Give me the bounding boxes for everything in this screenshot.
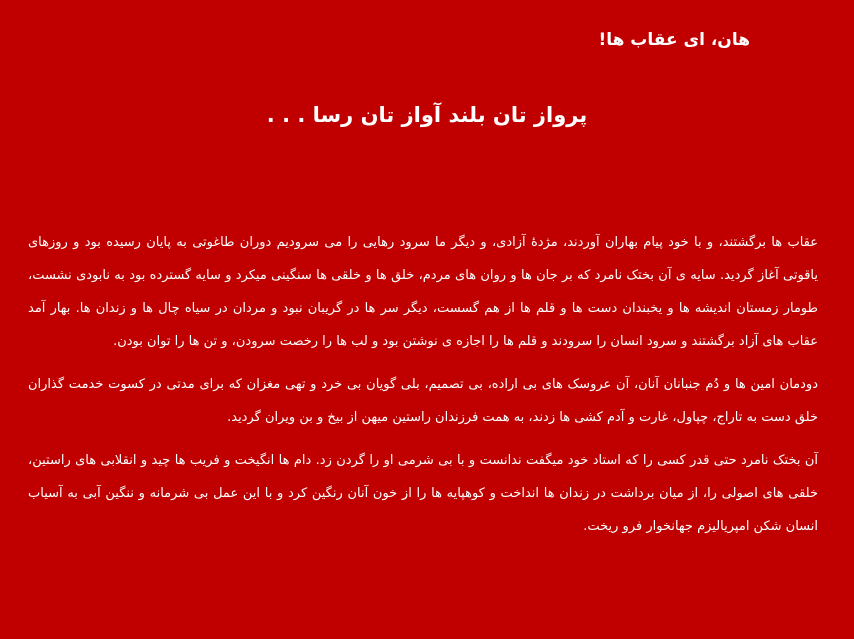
article-paragraph: عقاب ها برگشتند، و با خود پیام بهاران آوردند، مژدهٔ آزادی، و دیگر ما سرود رهایی را می سرودیم دوران طاغوتی به پایان رسیده بود و روزهای یاقوتی آغاز گردید. سایه ی آن بختک نامرد که بر جان ها و روان های مردم، خلق ها و خلقی ها سنگینی میکرد و سایه گسترده بود به نابودی نشست، طومار زمستان اندیشه ها و یخبندان دست ها و قلم ها از هم گسست، دیگر سر ها در گریبان نبود و مردان در سیاه چال ها و زندان ها. بهار آمد عقاب های آزاد برگشتند و سرود انسان را سرودند و قلم ها را اجازه ی نوشتن بود و لب ها را رخصت سرودن، و تن ها را توان بودن. <box>28 235 818 349</box>
article-title: پرواز تان بلند آواز تان رسا . . . <box>266 103 588 127</box>
article-paragraph: آن بختک نامرد حتی قدر کسی را که استاد خود میگفت ندانست و با بی شرمی او را گردن زد. دام ها انگیخت و فریب ها چید و انقلابی های راستین، خلقی های اصولی را، از میان برداشت در زندان ها انداخت و کوهپایه ها را از خون آنان رنگین کرد و با این عمل بی شرمانه و ننگین آبی به آسیاب انسان شکن امپریالیزم جهانخوار فرو ریخت. <box>28 453 818 534</box>
article-subheading: هان، ای عقاب ها! <box>598 30 750 50</box>
article-body <box>28 226 818 553</box>
article-paragraph: دودمان امین ها و دُم جنبانان آنان، آن عروسک های بی اراده، بی تصمیم، بلی گویان بی خرد و تهی مغزان که برای مدتی در کسوت خدمت گذاران خلق دست به تاراج، چپاول، غارت و آدم کشی ها زدند، به همت فرزندان راستین میهن از بیخ و بن ویران گردید. <box>28 377 818 425</box>
